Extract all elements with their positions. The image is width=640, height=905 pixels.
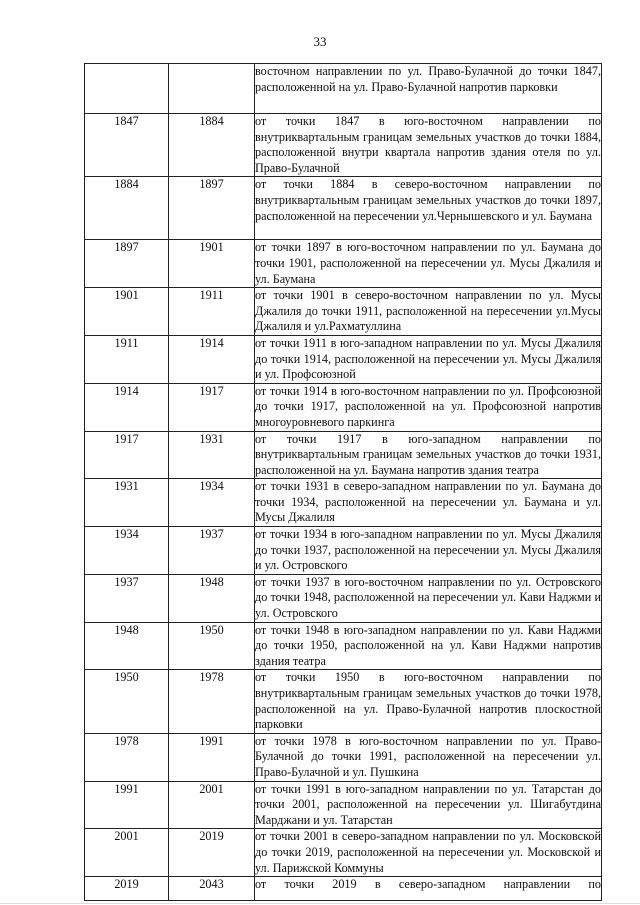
table-row [85,114,602,177]
table-row [85,877,602,901]
to-point-cell: 1948 [169,574,255,622]
from-point-cell: 1911 [85,335,169,383]
from-point-cell: 1884 [85,177,169,240]
description-cell: от точки 1937 в юго-восточном направлении по ул. Островского до точки 1948, расположенной на пересечении ул. Кави Наджми и ул. Островского [255,574,602,622]
from-point-cell: 1897 [85,240,169,288]
from-point-cell: 1934 [85,527,169,575]
from-point-cell: 1914 [85,383,169,431]
to-point-cell: 1934 [169,479,255,527]
from-point-cell: 1901 [85,288,169,336]
table-body [85,64,602,901]
description-cell: от точки 1917 в юго-западном направлении по внутриквартальным границам земельных участков до точки 1931, расположенной на ул. Баумана напротив здания театра [255,431,602,479]
to-point-cell: 2043 [169,877,255,901]
to-point-cell: 1950 [169,622,255,670]
table-row [85,177,602,240]
table-row [85,670,602,733]
from-point-cell: 2001 [85,829,169,877]
to-point-cell: 2001 [169,781,255,829]
to-point-cell: 2019 [169,829,255,877]
page-number: 33 [313,34,327,49]
description-cell: от точки 1978 в юго-восточном направлении по ул. Право-Булачной до точки 1991, расположенной на пересечении ул. Право-Булачной и ул. Пушкина [255,733,602,781]
table-row [85,479,602,527]
from-point-cell: 2019 [85,877,169,901]
to-point-cell: 1978 [169,670,255,733]
to-point-cell: 1917 [169,383,255,431]
from-point-cell: 1978 [85,733,169,781]
description-cell: от точки 1950 в юго-восточном направлении по внутриквартальным границам земельных участков до точки 1978, расположенной на ул. Право-Булачной напротив плоскостной парковки [255,670,602,733]
to-point-cell: 1901 [169,240,255,288]
to-point-cell: 1931 [169,431,255,479]
table-row [85,335,602,383]
from-point-cell [85,64,169,114]
description-cell: от точки 2019 в северо-западном направлении по [255,877,602,901]
scan-edge [0,903,640,904]
table-row [85,64,602,114]
table-row [85,383,602,431]
from-point-cell: 1950 [85,670,169,733]
to-point-cell: 1911 [169,288,255,336]
from-point-cell: 1937 [85,574,169,622]
description-cell: от точки 1911 в юго-западном направлении по ул. Мусы Джалиля до точки 1914, расположенной на пересечении ул. Мусы Джалиля и ул. Профсоюзной [255,335,602,383]
to-point-cell: 1884 [169,114,255,177]
to-point-cell: 1897 [169,177,255,240]
table-row [85,829,602,877]
from-point-cell: 1931 [85,479,169,527]
description-cell: от точки 2001 в северо-западном направлении по ул. Московской до точки 2019, расположенной на пересечении ул. Московской и ул. Парижской Коммуны [255,829,602,877]
table-row [85,781,602,829]
to-point-cell: 1991 [169,733,255,781]
from-point-cell: 1847 [85,114,169,177]
from-point-cell: 1948 [85,622,169,670]
to-point-cell: 1937 [169,527,255,575]
table-row [85,527,602,575]
table-row [85,288,602,336]
to-point-cell: 1914 [169,335,255,383]
description-cell: от точки 1884 в северо-восточном направлении по внутриквартальным границам земельных участков до точки 1897, расположенной на пересечении ул.Чернышевского и ул. Баумана [255,177,602,240]
table-row [85,622,602,670]
table-row [85,431,602,479]
description-cell: восточном направлении по ул. Право-Булачной до точки 1847, расположенной на ул. Право-Булачной напротив парковки [255,64,602,114]
table-row [85,733,602,781]
description-cell: от точки 1991 в юго-западном направлении по ул. Татарстан до точки 2001, расположенной на пересечении ул. Шигабутдина Марджани и ул. Татарстан [255,781,602,829]
description-cell: от точки 1934 в юго-западном направлении по ул. Мусы Джалиля до точки 1937, расположенной на пересечении ул. Мусы Джалиля и ул. Островского [255,527,602,575]
description-cell: от точки 1931 в северо-западном направлении по ул. Баумана до точки 1934, расположенной на пересечении ул. Баумана и ул. Мусы Джалиля [255,479,602,527]
description-cell: от точки 1901 в северо-восточном направлении по ул. Мусы Джалиля до точки 1911, расположенной на пересечении ул.Мусы Джалиля и ул.Рахматуллина [255,288,602,336]
from-point-cell: 1917 [85,431,169,479]
description-cell: от точки 1948 в юго-западном направлении по ул. Кави Наджми до точки 1950, расположенной на ул. Кави Наджми напротив здания театра [255,622,602,670]
description-cell: от точки 1847 в юго-восточном направлении по внутриквартальным границам земельных участков до точки 1884, расположенной внутри квартала напротив здания отеля по ул. Право-Булачной [255,114,602,177]
to-point-cell [169,64,255,114]
from-point-cell: 1991 [85,781,169,829]
description-cell: от точки 1914 в юго-восточном направлении по ул. Профсоюзной до точки 1917, расположенной на ул. Профсоюзной напротив многоуровневого паркинга [255,383,602,431]
description-cell: от точки 1897 в юго-восточном направлении по ул. Баумана до точки 1901, расположенной на пересечении ул. Мусы Джалиля и ул. Баумана [255,240,602,288]
boundary-description-table [84,63,602,901]
table-row [85,574,602,622]
table-row [85,240,602,288]
